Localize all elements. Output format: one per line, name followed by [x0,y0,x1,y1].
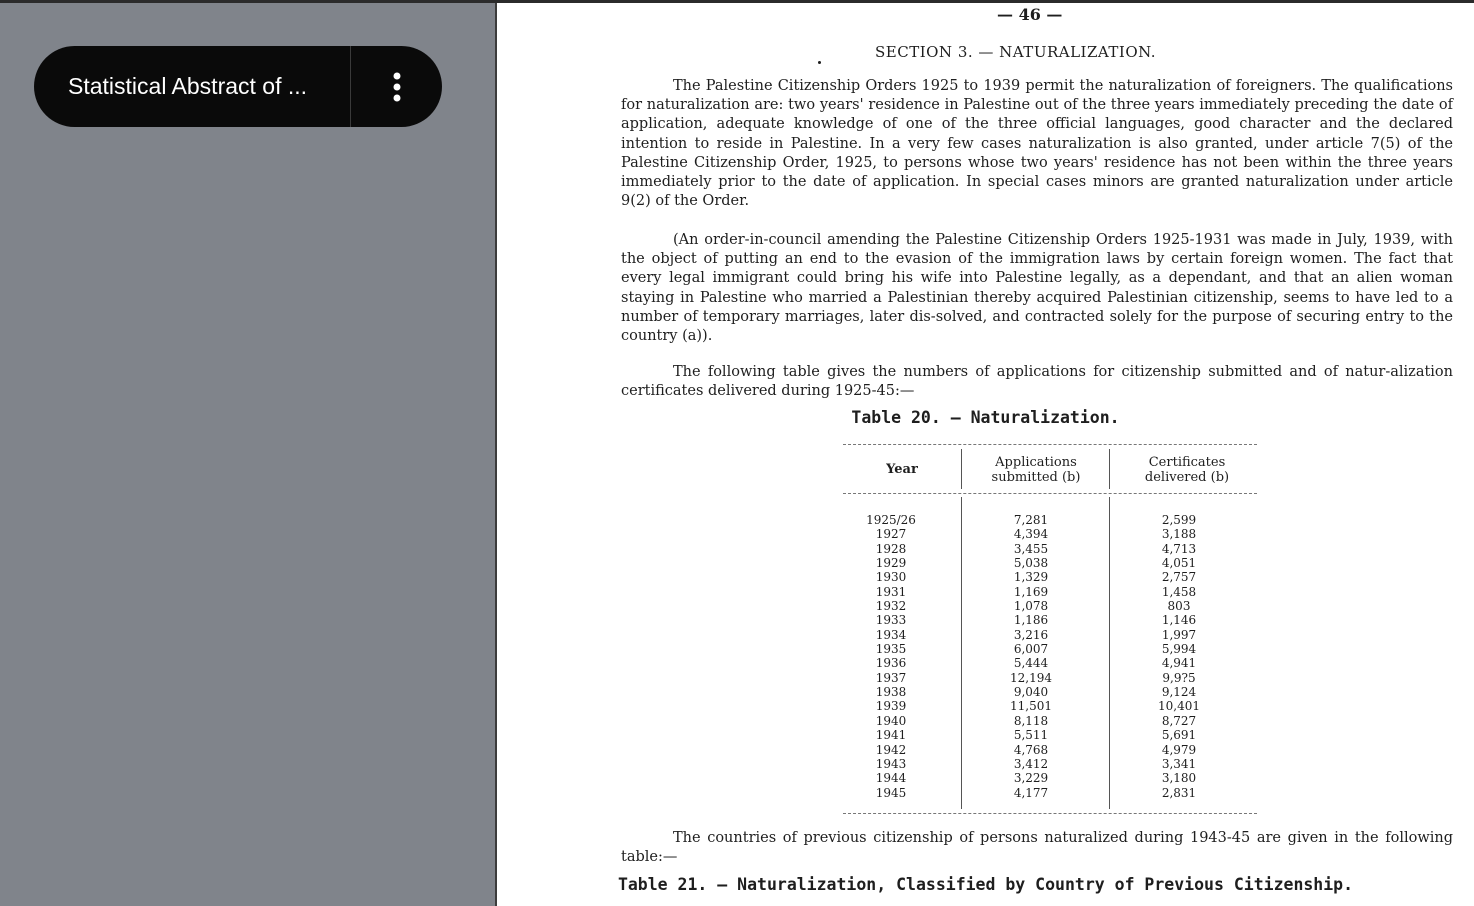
table-cell-year: 1935 [875,642,907,657]
table-cell-certificates: 2,831 [1161,785,1197,800]
table-cell-certificates: 9,9?5 [1162,670,1196,685]
column-certificates [1133,513,1225,800]
table-cell-applications: 1,078 [1013,599,1049,614]
table-cell-applications: 3,412 [1013,756,1049,771]
table-20 [843,441,1257,816]
table-cell-applications: 5,511 [1013,728,1049,743]
table-cell-certificates: 9,124 [1161,685,1197,700]
table-cell-certificates: 5,691 [1161,728,1197,743]
table-cell-applications: 1,329 [1013,570,1049,585]
print-speck [818,61,821,64]
more-options-button[interactable] [351,46,442,127]
table-cell-certificates: 10,401 [1158,699,1200,714]
table-cell-year: 1942 [875,742,907,757]
table-top-rule [843,444,1257,445]
table-cell-applications: 1,169 [1013,584,1049,599]
table-cell-certificates: 4,941 [1161,656,1197,671]
table-cell-year: 1934 [875,627,907,642]
table-header-rule [843,493,1257,494]
table-cell-year: 1940 [875,713,907,728]
table-cell-applications: 4,394 [1013,527,1049,542]
table-cell-year: 1944 [875,771,907,786]
column-divider [1109,449,1110,489]
table-cell-year: 1927 [875,527,907,542]
table-cell-certificates: 1,458 [1161,584,1197,599]
table-cell-year: 1937 [875,670,907,685]
table-cell-certificates: 8,727 [1161,713,1197,728]
header-year: Year [886,462,918,477]
column-year [851,513,931,800]
table-cell-year: 1943 [875,756,907,771]
header-certificates: Certificates delivered (b) [1144,455,1230,485]
page-number: — 46 — [997,5,1063,24]
column-divider [961,449,962,489]
table-cell-applications: 4,177 [1013,785,1049,800]
table-cell-year: 1945 [875,785,907,800]
table-cell-year: 1939 [875,699,907,714]
table-cell-certificates: 2,599 [1161,513,1197,527]
table-cell-certificates: 3,188 [1161,527,1197,542]
column-applications [991,513,1071,800]
table-cell-applications: 3,229 [1013,771,1049,786]
table-cell-applications: 6,007 [1013,642,1049,657]
paragraph-table-intro: The following table gives the numbers of applications for citizenship submitted and of natur-alization certificates delivered during 1925-45:— [621,364,1453,400]
table-cell-applications: 9,040 [1013,685,1049,700]
table-cell-certificates: 5,994 [1161,642,1197,657]
table-cell-certificates: 1,997 [1161,627,1197,642]
table-cell-applications: 8,118 [1013,713,1049,728]
table-cell-year: 1929 [875,556,907,571]
section-heading: SECTION 3. — NATURALIZATION. [875,43,1157,61]
table-cell-year: 1933 [875,613,907,628]
document-title: Statistical Abstract of ... [68,73,308,99]
table-cell-year: 1928 [875,541,907,556]
table-cell-year: 1930 [875,570,907,585]
table-cell-certificates: 4,713 [1161,541,1197,556]
document-page[interactable] [497,3,1474,906]
table-cell-certificates: 1,146 [1161,613,1197,628]
table-cell-certificates: 803 [1167,599,1191,614]
table-cell-year: 1931 [875,584,907,599]
table-20-title: Table 20. — Naturalization. [851,408,1120,427]
table-cell-certificates: 4,979 [1161,742,1197,757]
document-title-pill [34,46,442,127]
table-21-title: Table 21. — Naturalization, Classified by Country of Previous Citizenship. [617,875,1354,894]
table-cell-applications: 3,216 [1013,627,1049,642]
table-cell-applications: 11,501 [1010,699,1052,714]
table-cell-year: 1932 [875,599,907,614]
table-cell-applications: 5,444 [1013,656,1049,671]
table-cell-year: 1938 [875,685,907,700]
table-cell-certificates: 4,051 [1161,556,1197,571]
table-cell-certificates: 3,180 [1161,771,1197,786]
paragraph-table-21-intro: The countries of previous citizenship of persons naturalized during 1943-45 are given in the following table:— [621,830,1453,866]
table-cell-certificates: 2,757 [1161,570,1197,585]
header-applications: Applications submitted (b) [991,455,1081,485]
table-cell-certificates: 3,341 [1161,756,1197,771]
column-divider [961,497,962,809]
paragraph-qualifications: The Palestine Citizenship Orders 1925 to 1939 permit the naturalization of foreigners. The qualifications for naturalization are: two years' residence in Palestine out of the three years immediately preceding the date of application, adequate knowledge of one of the three official languages, good character and the declared intention to reside in Palestine. In a very few cases naturalization is also granted, under article 7(5) of the Palestine Citizenship Order, 1925, to persons whose two years' residence has not been within the three years immediately prior to the date of application. In special cases minors are granted naturalization under article 9(2) of the Order. [621,78,1453,210]
paragraph-order-in-council: (An order-in-council amending the Palestine Citizenship Orders 1925-1931 was made in July, 1939, with the object of putting an end to the evasion of the immigration laws by certain foreign women. The fact that every legal immigrant could bring his wife into Palestine legally, as a dependant, and that an alien woman staying in Palestine who married a Palestinian thereby acquired Palestinian citizenship, seems to have led to a number of temporary marriages, later dis-solved, and contracted solely for the purpose of securing entry to the country (a)). [621,232,1453,345]
table-cell-year: 1925/26 [866,513,916,527]
table-cell-applications: 1,186 [1013,613,1049,628]
table-bottom-rule [843,813,1257,814]
table-cell-applications: 3,455 [1013,541,1049,556]
table-cell-applications: 5,038 [1013,556,1049,571]
more-vertical-icon [392,72,402,102]
sidebar-panel [0,3,495,906]
table-cell-applications: 7,281 [1013,513,1049,527]
table-cell-applications: 12,194 [1010,670,1052,685]
column-divider [1109,497,1110,809]
table-cell-year: 1941 [875,728,907,743]
table-cell-year: 1936 [875,656,907,671]
table-cell-applications: 4,768 [1013,742,1049,757]
